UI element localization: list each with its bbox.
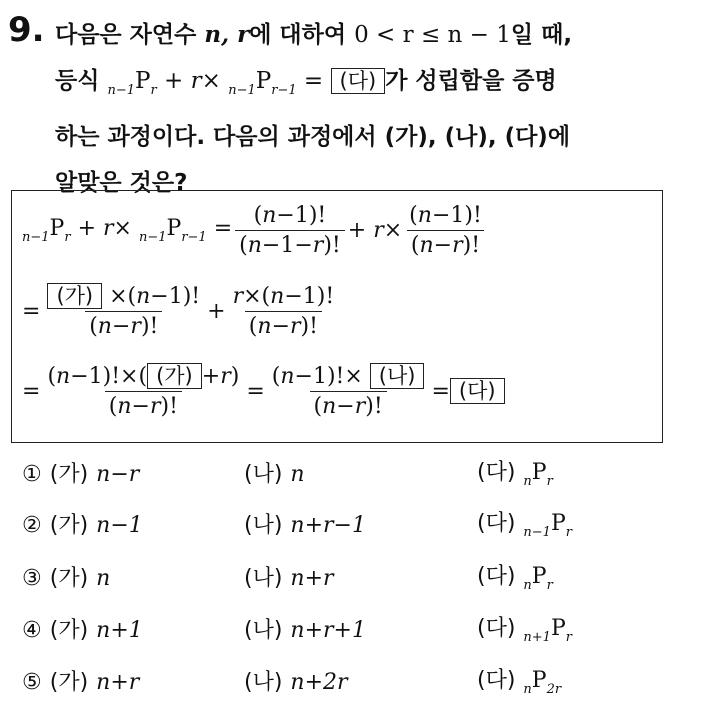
choice-value: n [523,474,532,489]
choice-value: n+r [290,565,334,591]
blank-da: (다) [450,378,505,404]
stem-line-2 [55,58,695,114]
choice-value: n [96,565,111,591]
choice-value: (나) [244,512,283,538]
choice-value: (다) [477,460,516,485]
choice-value: 2r [546,682,562,697]
choice-value: (다) [477,564,516,589]
choice-value: n+1 [523,630,551,645]
choice-value: n [523,578,532,593]
stem-vars: n, r [204,21,250,48]
stem-text: 일 때, [510,22,573,48]
blank-ga: (가) [47,283,102,309]
stem-line-1 [55,12,695,58]
stem-identity: $_{n-1}P_r + r\times _{n-1}P_{r-1}$ = [107,68,331,98]
choice-value: r [565,630,572,645]
choice-value: (나) [244,461,283,487]
choice-value: (다) [477,616,516,641]
choice-value: n−1 [96,512,143,538]
choice-value: r [546,474,553,489]
choice-value: (나) [244,565,283,591]
proof-line-1: $_{n-1}P_r + r\times _{n-1}P_{r-1}$ = $\frac{(n-1)!}{(n-1-r)!}$ + r× $\frac{(n-1)!}{(n-r)!}$ [22,203,489,258]
choice-value: (나) [244,617,283,643]
stem-line-3: 하는 과정이다. 다음의 과정에서 (가), (나), (다)에 [55,124,571,150]
stem-condition: 0 < r ≤ n − 1 [354,22,511,48]
question-stem [55,12,695,206]
proof-line-2: = $\frac{\text{(가) ×(n−1)!}}{(n-r)!}$ + $\frac{r\times(n-1)!}{(n-r)!}$ [22,283,335,339]
choice-value: n [523,682,532,697]
choice-value: n [290,461,305,487]
stem-line-4: 알맞은 것은? [55,170,188,196]
proof-box [11,190,663,443]
question-number: 9. [8,10,45,50]
choice-value: n−r [96,461,140,487]
choice-value: n+r [96,669,140,695]
blank-da: (다) [331,68,386,94]
choice-value: n+2r [290,669,348,695]
stem-text: 가 성립함을 증명 [385,68,557,94]
choice-value: n−1 [523,525,551,540]
choice-value: (가) [49,461,89,487]
choice-value: r [546,578,553,593]
choice-value: (나) [244,669,283,695]
choice-value: ③ [22,565,42,591]
choice-value: n+r+1 [290,617,366,643]
choice-value: ② [22,512,42,538]
stem-text: 다음은 자연수 [55,22,197,48]
choice-value: n+1 [96,617,143,643]
choice-value: (가) [49,669,89,695]
choice-value: (다) [477,511,516,536]
choice-value: ④ [22,617,42,643]
blank-na: (나) [370,363,425,389]
choice-value: (다) [477,668,516,693]
choice-value: (가) [49,565,89,591]
stem-text: 에 대하여 [249,22,347,48]
blank-ga: (가) [147,363,202,389]
stem-text: 등식 [55,68,100,94]
choice-value: ① [22,461,42,487]
choice-value: r [565,525,572,540]
choice-value: n+r−1 [290,512,366,538]
choice-value: (가) [49,617,89,643]
proof-line-3: = $\frac{\text{(n−1)!×( (가) +r)}}{(n-r)!}$ = $\frac{\text{(n−1)!× (나)}}{(n-r)!}$ = (다) [22,363,505,419]
choice-value: ⑤ [22,669,42,695]
choice-value: (가) [49,512,89,538]
